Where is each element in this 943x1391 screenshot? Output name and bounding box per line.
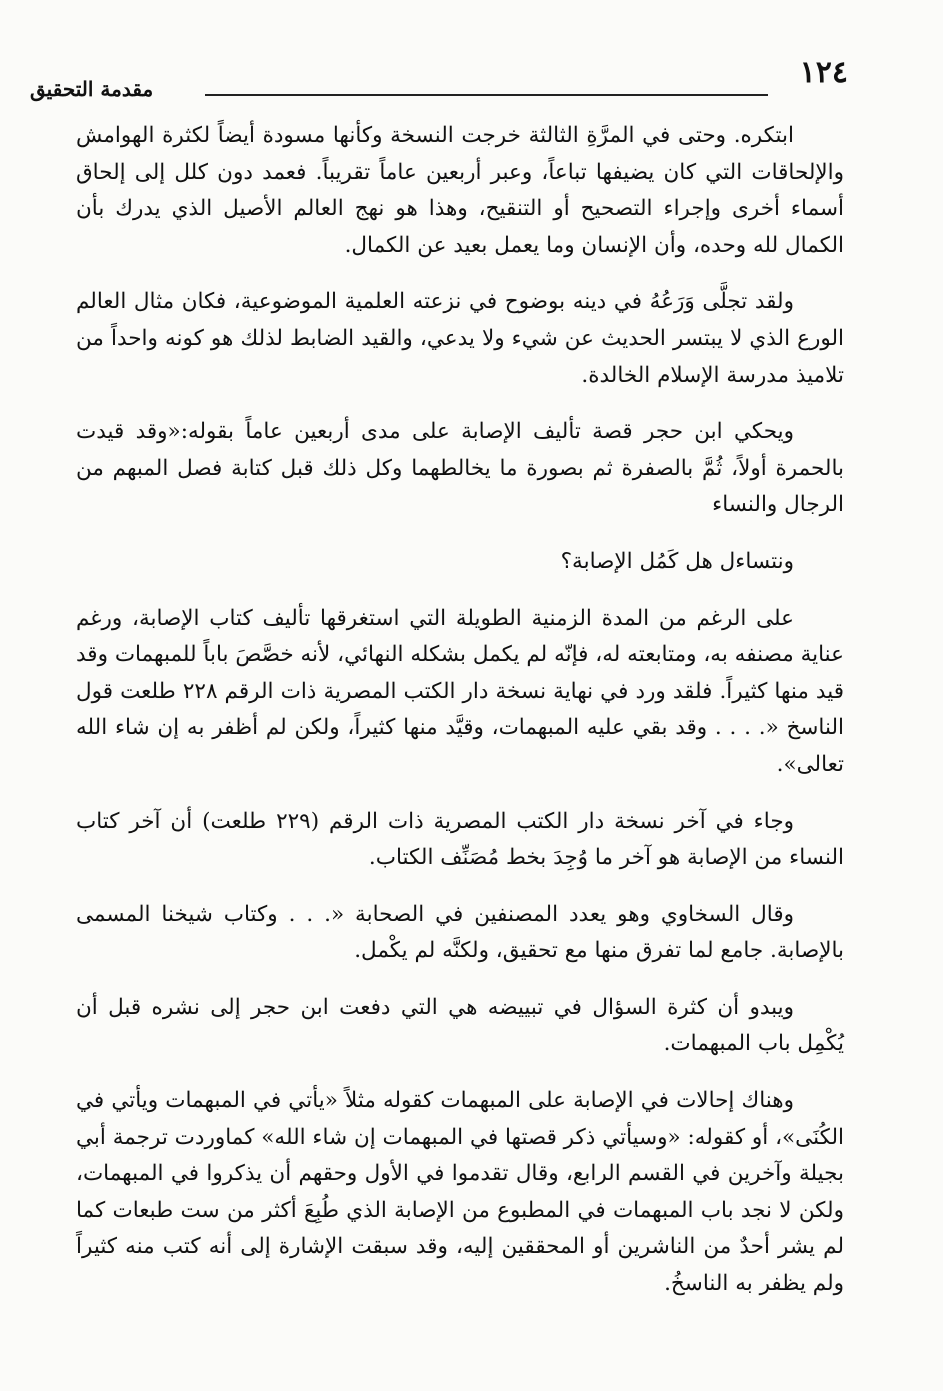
page-number: ١٢٤: [799, 55, 848, 90]
paragraph: وهناك إحالات في الإصابة على المبهمات كقوله مثلاً «يأتي في المبهمات ويأتي في الكُنَى»، أو كقوله: «وسيأتي ذكر قصتها في المبهمات إن شاء الله» كماوردت ترجمة أبي بجيلة وآخرين في القسم الرابع، وقال تقدموا في الأول وحقهم أن يذكروا في المبهمات، ولكن لا نجد باب المبهمات في المطبوع من الإصابة الذي طُبِعَ أكثر من ست طبعات كما لم يشر أحدٌ من الناشرين أو المحققين إليه، وقد سبقت الإشارة إلى أنه كتب منه كثيراً ولم يظفر به الناسخُ.: [76, 1088, 844, 1297]
paragraph: ونتساءل هل كَمُل الإصابة؟: [560, 548, 794, 574]
running-title: مقدمة التحقيق: [30, 77, 154, 101]
page-header: [30, 56, 848, 102]
paragraph: ويبدو أن كثرة السؤال في تبييضه هي التي دفعت ابن حجر إلى نشره قبل أن يُكْمِل باب المبهمات.: [76, 994, 844, 1057]
body-text: [76, 118, 844, 1323]
paragraph: وجاء في آخر نسخة دار الكتب المصرية ذات الرقم (٢٢٩ طلعت) أن آخر كتاب النساء من الإصابة هو آخر ما وُجِدَ بخط مُصَنِّف الكتاب.: [76, 808, 844, 871]
paragraph: وقال السخاوي وهو يعدد المصنفين في الصحابة «. . . وكتاب شيخنا المسمى بالإصابة. جامع لما تفرق منها مع تحقيق، ولكنَّه لم يكْمل.: [76, 901, 844, 964]
header-rule: [205, 94, 768, 96]
paragraph: ابتكره. وحتى في المرَّةِ الثالثة خرجت النسخة وكأنها مسودة أيضاً لكثرة الهوامش والإلحاقات التي كان يضيفها تباعاً، وعبر أربعين عاماً تقريباً. فعمد دون كلل إلى إلحاق أسماء أخرى وإجراء التصحيح أو التنقيح، وهذا هو نهج العالم الأصيل الذي يدرك بأن الكمال لله وحده، وأن الإنسان وما يعمل بعيد عن الكمال.: [76, 123, 844, 258]
paragraph: ويحكي ابن حجر قصة تأليف الإصابة على مدى أربعين عاماً بقوله:«وقد قيدت بالحمرة أولاً، ثُمَّ بالصفرة ثم بصورة ما يخالطهما وكل ذلك قبل كتابة فصل المبهم من الرجال والنساء: [76, 419, 844, 518]
paragraph: ولقد تجلَّى وَرَعُهُ في دينه بوضوح في نزعته العلمية الموضوعية، فكان مثال العالم الورع الذي لا يبتسر الحديث عن شيء ولا يدعي، والقيد الضابط لذلك هو كونه واحداً من تلاميذ مدرسة الإسلام الخالدة.: [76, 289, 844, 388]
paragraph: على الرغم من المدة الزمنية الطويلة التي استغرقها تأليف كتاب الإصابة، ورغم عناية مصنفه به، ومتابعته له، فإنّه لم يكمل بشكله النهائي، لأنه خصَّصَ باباً للمبهمات وقد قيد منها كثيراً. فلقد ورد في نهاية نسخة دار الكتب المصرية ذات الرقم ٢٢٨ طلعت قول الناسخ «. . . . وقد بقي عليه المبهمات، وقيَّد منها كثيراً، ولكن لم أظفر به إن شاء الله تعالى».: [76, 605, 844, 777]
